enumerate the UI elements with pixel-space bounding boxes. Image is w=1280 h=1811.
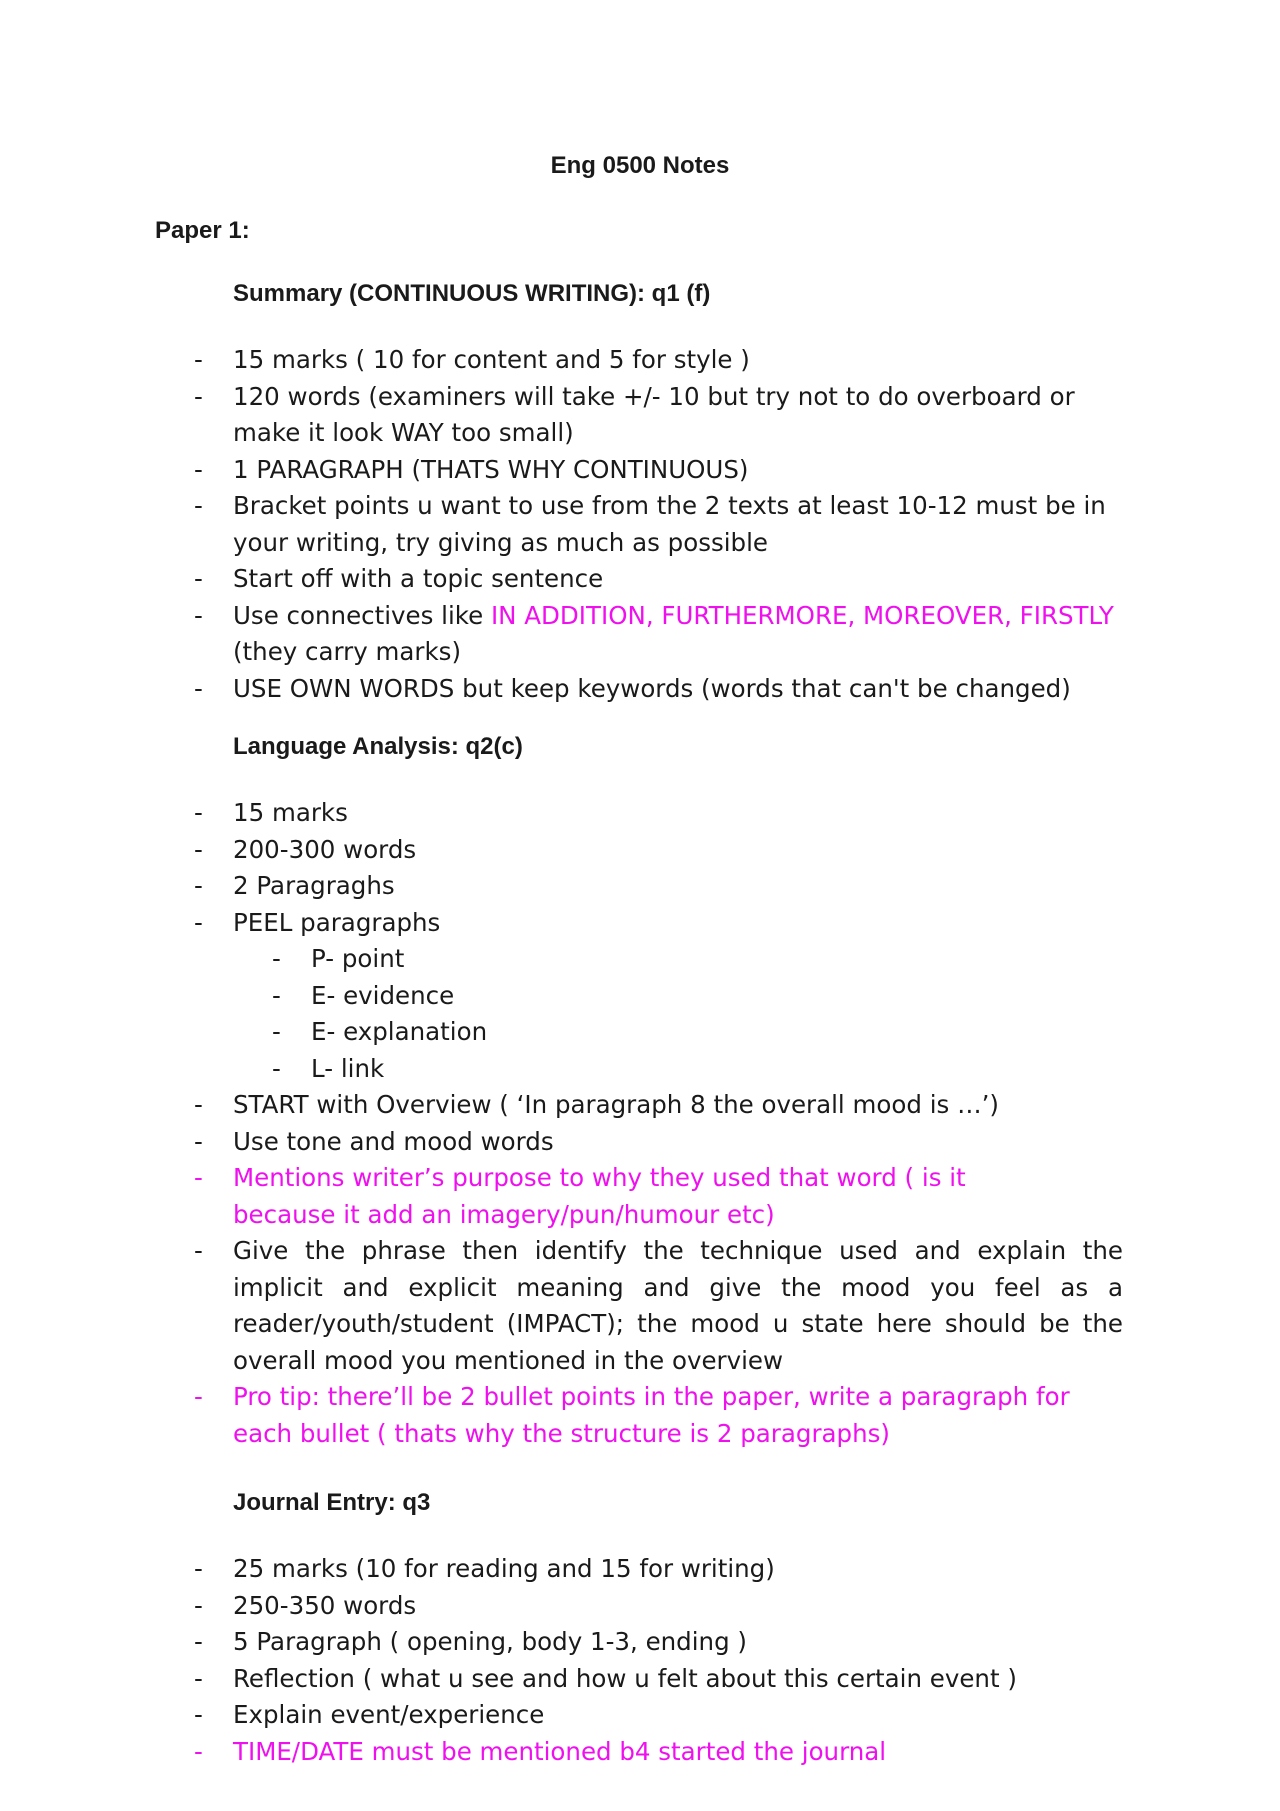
list-item: - Explain event/experience (194, 1700, 545, 1729)
peel-item: - E- explanation (272, 1017, 488, 1046)
list-item: - Start off with a topic sentence (194, 564, 604, 593)
highlighted-list-item: - Pro tip: there’ll be 2 bullet points in the paper, write a paragraph for each bullet ( thats why the structure is 2 paragraphs) (194, 1382, 1070, 1448)
list-item: - 1 PARAGRAPH (THATS WHY CONTINUOUS) (194, 454, 749, 484)
list-item: - Bracket points u want to use from the 2 texts at least 10-12 must be in your writing, try giving as much as possible (194, 491, 1106, 557)
list-item: - 5 Paragraph ( opening, body 1-3, ending ) (194, 1627, 747, 1656)
journal-list (0, 1551, 1280, 1770)
list-item: - 15 marks ( 10 for content and 5 for style ) (194, 345, 750, 374)
summary-heading: Summary (CONTINUOUS WRITING): q1 (f) (233, 280, 711, 307)
language-list (0, 795, 1280, 1452)
peel-item: - E- evidence (272, 980, 455, 1010)
paper-heading: Paper 1: (155, 217, 250, 244)
list-item: - START with Overview ( ‘In paragraph 8 the overall mood is …’) (194, 1090, 999, 1119)
list-item: - Use connectives like IN ADDITION, FURTHERMORE, MOREOVER, FIRSTLY (they carry marks) (194, 600, 1114, 666)
list-item: - 200-300 words (194, 834, 417, 864)
list-item: - USE OWN WORDS but keep keywords (words that can't be changed) (194, 673, 1071, 703)
summary-list (0, 342, 1280, 707)
highlighted-list-item: - TIME/DATE must be mentioned b4 started the journal (194, 1736, 887, 1766)
connectives-highlight: IN ADDITION, FURTHERMORE, MOREOVER, FIRSTLY (490, 600, 1114, 630)
highlighted-list-item: - Mentions writer’s purpose to why they used that word ( is it because it add an imagery/pun/humour etc) (194, 1163, 966, 1229)
list-item: - Use tone and mood words (194, 1126, 554, 1156)
peel-item: - L- link (272, 1053, 385, 1083)
list-item: - 120 words (examiners will take +/- 10 but try not to do overboard or make it look WAY too small) (194, 381, 1075, 447)
list-item: - 25 marks (10 for reading and 15 for writing) (194, 1554, 775, 1583)
list-item: - Reflection ( what u see and how u felt about this certain event ) (194, 1663, 1017, 1693)
list-item: - PEEL paragraphs (194, 907, 441, 937)
language-heading: Language Analysis: q2(c) (233, 733, 523, 760)
document-title: Eng 0500 Notes (550, 152, 730, 179)
list-item: - 15 marks (194, 798, 348, 827)
journal-heading: Journal Entry: q3 (233, 1489, 431, 1516)
list-item: - Give the phrase then identify the technique used and explain the implicit and explicit meaning and give the mood you feel as a reader/youth/student (IMPACT); the mood u state here should be the overall mood you mentioned in the overview (194, 1236, 1123, 1375)
list-item: - 250-350 words (194, 1590, 417, 1620)
list-item: - 2 Paragraghs (194, 871, 395, 900)
peel-item: - P- point (272, 944, 405, 973)
